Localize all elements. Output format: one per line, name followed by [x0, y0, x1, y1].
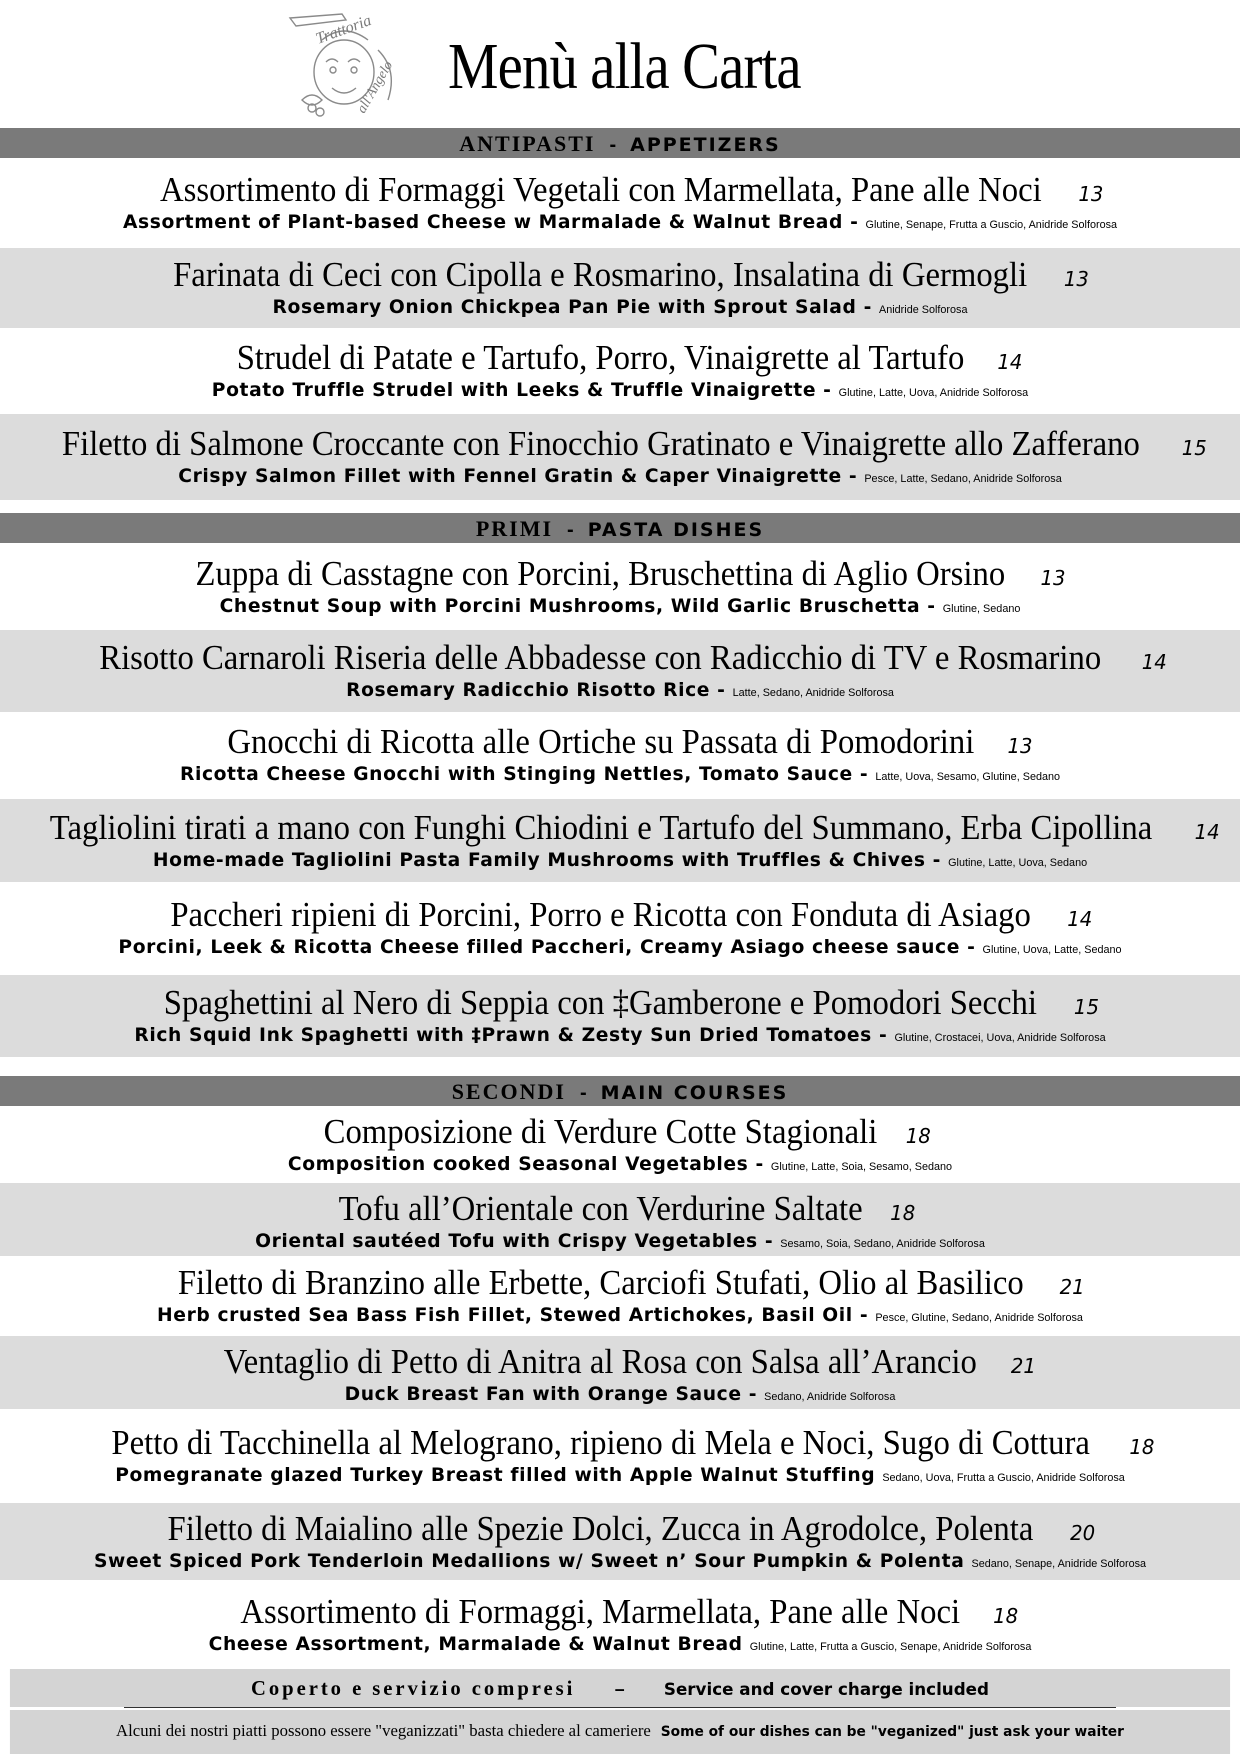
dish-name-en: Home-made Tagliolini Pasta Family Mushrooms with Truffles & Chives - [152, 849, 942, 871]
dish-name-it: Risotto Carnaroli Riseria delle Abbadesse con Radicchio di TV e Rosmarino [99, 638, 1102, 677]
menu-item [0, 712, 1240, 798]
dish-name-it: Composizione di Verdure Cotte Stagionali [323, 1112, 878, 1151]
dish-price: 21 [1059, 1275, 1085, 1299]
dish-name-en: Assortment of Plant-based Cheese w Marmalade & Walnut Bread - [122, 211, 859, 233]
dish-allergens: Glutine, Crostacei, Uova, Anidride Solforosa [894, 1032, 1106, 1044]
dish-allergens: Glutine, Latte, Frutta a Guscio, Senape, Anidride Solforosa [749, 1641, 1032, 1653]
dish-allergens: Pesce, Latte, Sedano, Anidride Solforosa [864, 473, 1062, 485]
logo-text-line2: all'Angelo [354, 58, 397, 116]
dish-allergens: Latte, Sedano, Anidride Solforosa [732, 687, 894, 699]
dish-name-it: Tofu all’Orientale con Verdurine Saltate [338, 1189, 863, 1228]
dish-price: 14 [1141, 650, 1167, 674]
dish-name-en: Composition cooked Seasonal Vegetables - [287, 1153, 764, 1175]
dish-name-en: Rosemary Onion Chickpea Pan Pie with Sprout Salad - [272, 296, 872, 318]
dish-name-en: Crispy Salmon Fillet with Fennel Gratin & Caper Vinaigrette - [178, 465, 858, 487]
footer-dash: – [614, 1679, 625, 1699]
menu-item [0, 158, 1240, 248]
dish-name-en: Oriental sautéed Tofu with Crispy Vegetables - [255, 1230, 774, 1252]
dish-price: 13 [1040, 566, 1066, 590]
menu-item [0, 328, 1240, 414]
dish-name-en: Cheese Assortment, Marmalade & Walnut Bread [208, 1633, 743, 1655]
dish-allergens: Glutine, Latte, Uova, Anidride Solforosa [838, 387, 1029, 399]
dish-name-en: Sweet Spiced Pork Tenderloin Medallions w/ Sweet n’ Sour Pumpkin & Polenta [93, 1550, 965, 1572]
logo-text-line1: Trattoria [313, 12, 374, 48]
menu-item [0, 1580, 1240, 1669]
dish-price: 14 [1194, 820, 1220, 844]
dish-name-en: Rich Squid Ink Spaghetti with ‡Prawn & Zesty Sun Dried Tomatoes - [134, 1024, 888, 1046]
dish-price: 14 [1067, 907, 1093, 931]
menu-item [0, 1256, 1240, 1335]
dish-name-en: Herb crusted Sea Bass Fish Fillet, Stewed Artichokes, Basil Oil - [157, 1304, 869, 1326]
section-header [0, 1076, 1240, 1106]
dish-name-it: Assortimento di Formaggi Vegetali con Marmellata, Pane alle Noci [159, 170, 1042, 209]
dish-name-it: Paccheri ripieni di Porcini, Porro e Ricotta con Fonduta di Asiago [170, 895, 1031, 934]
menu-item [0, 975, 1240, 1057]
dish-name-it: Filetto di Branzino alle Erbette, Carciofi Stufati, Olio al Basilico [177, 1263, 1024, 1302]
dish-price: 13 [1063, 267, 1089, 291]
footer-vegan-bar [10, 1710, 1230, 1754]
dish-allergens: Anidride Solforosa [879, 304, 968, 316]
menu-item [0, 545, 1240, 629]
section-title-en: PASTA DISHES [587, 519, 765, 541]
section-header [0, 513, 1240, 543]
dish-name-en: Pomegranate glazed Turkey Breast filled with Apple Walnut Stuffing [115, 1464, 876, 1486]
menu-item [0, 1409, 1240, 1503]
dish-name-it: Ventaglio di Petto di Anitra al Rosa con Salsa all’Arancio [223, 1342, 978, 1381]
dish-allergens: Glutine, Latte, Uova, Sedano [948, 857, 1088, 869]
dish-name-it: Tagliolini tirati a mano con Funghi Chiodini e Tartufo del Summano, Erba Cipollina [49, 808, 1152, 847]
dish-name-it: Gnocchi di Ricotta alle Ortiche su Passata di Pomodorini [227, 722, 975, 761]
dish-allergens: Glutine, Uova, Latte, Sedano [982, 944, 1122, 956]
dish-name-it: Zuppa di Casstagne con Porcini, Bruschettina di Aglio Orsino [195, 554, 1006, 593]
dish-allergens: Glutine, Latte, Soia, Sesamo, Sedano [770, 1161, 953, 1173]
section-title-it: ANTIPASTI [459, 131, 596, 156]
dish-price: 14 [997, 350, 1023, 374]
dish-allergens: Sesamo, Soia, Sedano, Anidride Solforosa [780, 1238, 985, 1250]
dish-name-en: Rosemary Radicchio Risotto Rice - [346, 679, 726, 701]
footer-vegan-it: Alcuni dei nostri piatti possono essere "veganizzati" basta chiedere al cameriere [116, 1721, 651, 1740]
dish-name-en: Duck Breast Fan with Orange Sauce - [344, 1383, 758, 1405]
dish-price: 18 [1129, 1435, 1155, 1459]
dish-price: 15 [1181, 436, 1207, 460]
menu-item [0, 799, 1240, 882]
footer-service-bar [10, 1669, 1230, 1707]
page-title: Menù alla Carta [448, 30, 801, 103]
section-dash: - [579, 1082, 587, 1104]
footer-divider [124, 1707, 1116, 1708]
section-title-en: APPETIZERS [630, 134, 781, 156]
dish-allergens: Sedano, Senape, Anidride Solforosa [971, 1558, 1147, 1570]
menu-item [0, 882, 1240, 974]
footer-service-en: Service and cover charge included [663, 1680, 990, 1700]
menu-item [0, 1503, 1240, 1580]
trattoria-logo [282, 10, 412, 122]
section-dash: - [567, 519, 574, 541]
dish-price: 20 [1070, 1521, 1096, 1545]
dish-price: 13 [1007, 734, 1033, 758]
menu-header [0, 0, 1240, 128]
dish-allergens: Latte, Uova, Sesamo, Glutine, Sedano [875, 771, 1061, 783]
dish-price: 13 [1078, 182, 1104, 206]
menu-item [0, 630, 1240, 712]
footer-service-it: Coperto e servizio compresi [250, 1676, 576, 1700]
dish-name-it: Filetto di Salmone Croccante con Finocchio Gratinato e Vinaigrette allo Zafferano [61, 424, 1140, 463]
dish-price: 18 [905, 1124, 931, 1148]
dish-name-en: Porcini, Leek & Ricotta Cheese filled Paccheri, Creamy Asiago cheese sauce - [118, 936, 976, 958]
dish-allergens: Glutine, Sedano [942, 603, 1021, 615]
dish-name-it: Farinata di Ceci con Cipolla e Rosmarino, Insalatina di Germogli [173, 255, 1028, 294]
section-header [0, 128, 1240, 158]
footer-vegan-en: Some of our dishes can be "veganized" just ask your waiter [660, 1724, 1124, 1740]
dish-name-it: Petto di Tacchinella al Melograno, ripieno di Mela e Noci, Sugo di Cottura [111, 1423, 1090, 1462]
dish-allergens: Sedano, Uova, Frutta a Guscio, Anidride Solforosa [882, 1472, 1125, 1484]
menu-item [0, 1336, 1240, 1409]
dish-price: 18 [890, 1201, 916, 1225]
menu-item [0, 1106, 1240, 1182]
dish-price: 21 [1010, 1354, 1036, 1378]
dish-name-en: Ricotta Cheese Gnocchi with Stinging Nettles, Tomato Sauce - [179, 763, 869, 785]
dish-allergens: Sedano, Anidride Solforosa [764, 1391, 896, 1403]
dish-name-it: Spaghettini al Nero di Seppia con ‡Gamberone e Pomodori Secchi [163, 983, 1038, 1022]
dish-name-en: Chestnut Soup with Porcini Mushrooms, Wild Garlic Bruschetta - [219, 595, 936, 617]
dish-name-en: Potato Truffle Strudel with Leeks & Truffle Vinaigrette - [211, 379, 832, 401]
dish-name-it: Assortimento di Formaggi, Marmellata, Pane alle Noci [240, 1592, 961, 1631]
menu-item [0, 414, 1240, 500]
section-title-it: SECONDI [451, 1079, 566, 1104]
dish-price: 15 [1073, 995, 1099, 1019]
dish-name-it: Filetto di Maialino alle Spezie Dolci, Zucca in Agrodolce, Polenta [167, 1509, 1034, 1548]
section-title-it: PRIMI [475, 516, 554, 541]
section-dash: - [609, 134, 617, 156]
dish-price: 18 [993, 1604, 1019, 1628]
menu-item [0, 1183, 1240, 1256]
dish-allergens: Glutine, Senape, Frutta a Guscio, Anidride Solforosa [865, 219, 1118, 231]
section-title-en: MAIN COURSES [600, 1082, 789, 1104]
menu-item [0, 248, 1240, 328]
dish-allergens: Pesce, Glutine, Sedano, Anidride Solforosa [875, 1312, 1083, 1324]
dish-name-it: Strudel di Patate e Tartufo, Porro, Vinaigrette al Tartufo [236, 338, 965, 377]
